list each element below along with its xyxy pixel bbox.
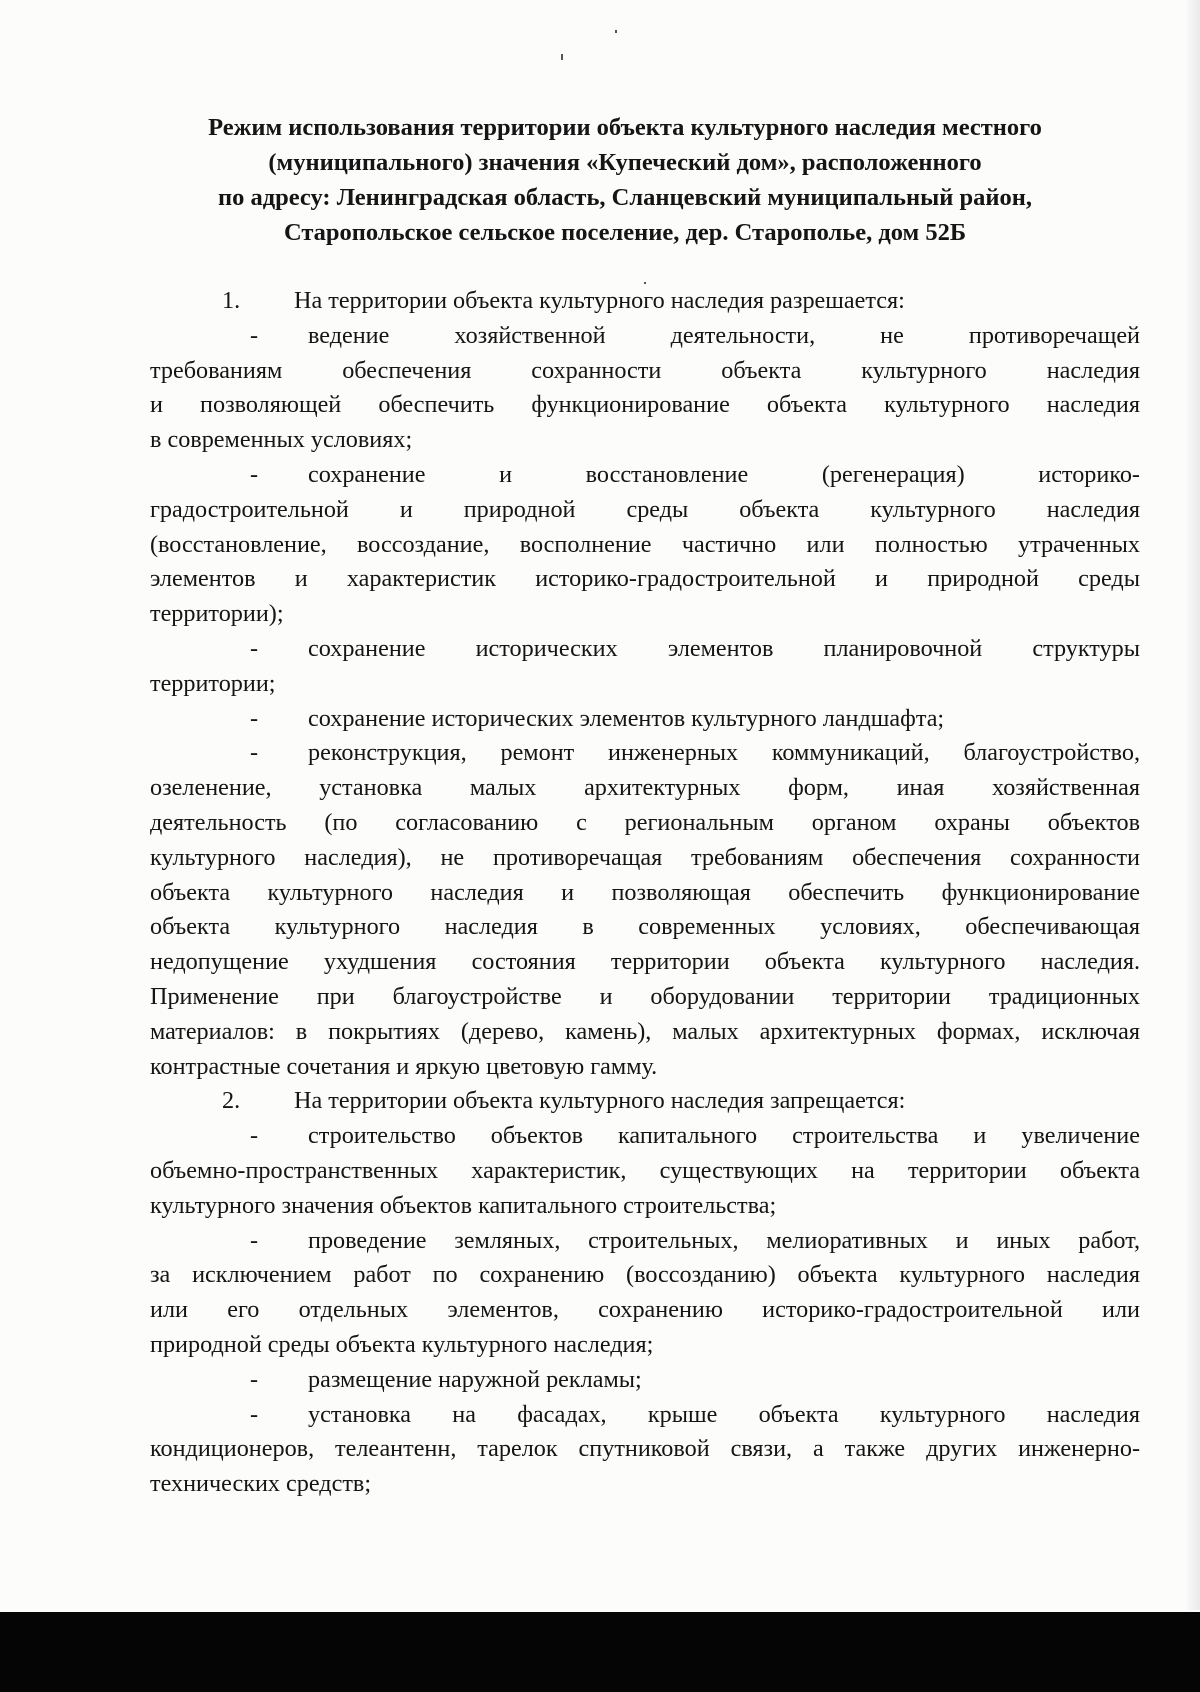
list-item-first-line — [150, 702, 1140, 737]
list-item — [150, 319, 1140, 458]
list-item-text: ведение хозяйственной деятельности, не противоречащей — [308, 321, 1140, 349]
list-item-first-line — [150, 1119, 1140, 1154]
list-item-text: кондиционеров, телеантенн, тарелок спутниковой связи, а также других инженерно- — [150, 1435, 1140, 1463]
section-heading — [150, 284, 1140, 319]
list-item-text: объекта культурного наследия в современных условиях, обеспечивающая — [150, 913, 1140, 941]
list-item-text: в современных условиях; — [150, 426, 413, 454]
list-item-text: размещение наружной рекламы; — [308, 1365, 642, 1393]
list-item-text: природной среды объекта культурного наследия; — [150, 1330, 654, 1358]
scan-speck — [561, 54, 563, 60]
list-item-text: требованиям обеспечения сохранности объекта культурного наследия — [150, 356, 1140, 384]
list-item-text: недопущение ухудшения состояния территории объекта культурного наследия. — [150, 948, 1140, 976]
list-dash: - — [250, 704, 259, 732]
list-item-first-line — [150, 1224, 1140, 1259]
list-item-text: Применение при благоустройстве и оборудовании территории традиционных — [150, 982, 1140, 1010]
title-line: (муниципального) значения «Купеческий дом», расположенного — [268, 149, 982, 176]
list-item — [150, 632, 1140, 702]
list-item — [150, 1119, 1140, 1223]
list-dash: - — [250, 1400, 259, 1428]
list-item — [150, 1398, 1140, 1502]
document-body — [150, 284, 1140, 1502]
list-item-text: объекта культурного наследия и позволяющая обеспечить функционирование — [150, 878, 1140, 906]
list-item-first-line — [150, 1398, 1140, 1433]
list-item-first-line — [150, 632, 1140, 667]
list-item-text: за исключением работ по сохранению (воссозданию) объекта культурного наследия — [150, 1261, 1140, 1289]
section-number: 2. — [222, 1087, 241, 1115]
scan-speck — [615, 30, 617, 33]
list-item-text: территории; — [150, 669, 276, 697]
list-item-text: и позволяющей обеспечить функционирование объекта культурного наследия — [150, 391, 1140, 419]
list-dash: - — [250, 460, 259, 488]
list-item-text: строительство объектов капитального строительства и увеличение — [308, 1122, 1140, 1150]
title-line: Режим использования территории объекта культурного наследия местного — [208, 114, 1042, 141]
list-item — [150, 702, 1140, 737]
list-item-first-line — [150, 1363, 1140, 1398]
document-title — [150, 110, 1100, 250]
section1-section — [150, 284, 1140, 1084]
list-item-text: сохранение и восстановление (регенерация) историко- — [308, 460, 1140, 488]
list-item-text: (восстановление, воссоздание, восполнение частично или полностью утраченных — [150, 530, 1140, 558]
list-item — [150, 736, 1140, 1084]
list-item-first-line — [150, 458, 1140, 493]
list-dash: - — [250, 739, 259, 767]
list-item-first-line — [150, 736, 1140, 771]
list-item-text: проведение земляных, строительных, мелиоративных и иных работ, — [308, 1226, 1140, 1254]
list-item — [150, 1363, 1140, 1398]
list-item-text: деятельность (по согласованию с региональным органом охраны объектов — [150, 808, 1140, 836]
list-dash: - — [250, 1226, 259, 1254]
list-dash: - — [250, 1365, 259, 1393]
list-dash: - — [250, 321, 259, 349]
list-item-text: сохранение исторических элементов культурного ландшафта; — [308, 704, 945, 732]
list-item-text: элементов и характеристик историко-градостроительной и природной среды — [150, 565, 1140, 593]
section-heading — [150, 1084, 1140, 1119]
list-item-text: или его отдельных элементов, сохранению историко-градостроительной или — [150, 1296, 1140, 1324]
list-item — [150, 1224, 1140, 1363]
list-item-first-line — [150, 319, 1140, 354]
list-item-text: установка на фасадах, крыше объекта культурного наследия — [308, 1400, 1140, 1428]
list-item-text: озеленение, установка малых архитектурных форм, иная хозяйственная — [150, 774, 1140, 802]
list-item-text: культурного значения объектов капитального строительства; — [150, 1191, 777, 1219]
section-number: 1. — [222, 287, 241, 314]
title-line: по адресу: Ленинградская область, Сланцевский муниципальный район, — [218, 184, 1032, 211]
list-item-text: реконструкция, ремонт инженерных коммуникаций, благоустройство, — [308, 739, 1140, 767]
list-dash: - — [250, 1122, 259, 1150]
scan-bottom-border — [0, 1612, 1200, 1692]
section-heading-text: На территории объекта культурного наследия запрещается: — [294, 1087, 906, 1115]
list-item-text: объемно-пространственных характеристик, существующих на территории объекта — [150, 1156, 1140, 1184]
list-item-text: контрастные сочетания и яркую цветовую гамму. — [150, 1052, 658, 1080]
list-item-text: градостроительной и природной среды объекта культурного наследия — [150, 495, 1140, 523]
list-item-text: сохранение исторических элементов планировочной структуры — [308, 634, 1140, 662]
list-item-text: территории); — [150, 600, 284, 628]
list-item-text: культурного наследия), не противоречащая требованиям обеспечения сохранности — [150, 843, 1140, 871]
section2-section — [150, 1084, 1140, 1502]
list-dash: - — [250, 634, 259, 662]
scan-edge — [1186, 0, 1200, 1610]
list-item — [150, 458, 1140, 632]
list-item-text: технических средств; — [150, 1470, 372, 1498]
list-item-text: материалов: в покрытиях (дерево, камень), малых архитектурных формах, исключая — [150, 1017, 1140, 1045]
title-line: Старопольское сельское поселение, дер. Старополье, дом 52Б — [283, 219, 967, 246]
section-heading-text: На территории объекта культурного наследия разрешается: — [294, 287, 905, 314]
